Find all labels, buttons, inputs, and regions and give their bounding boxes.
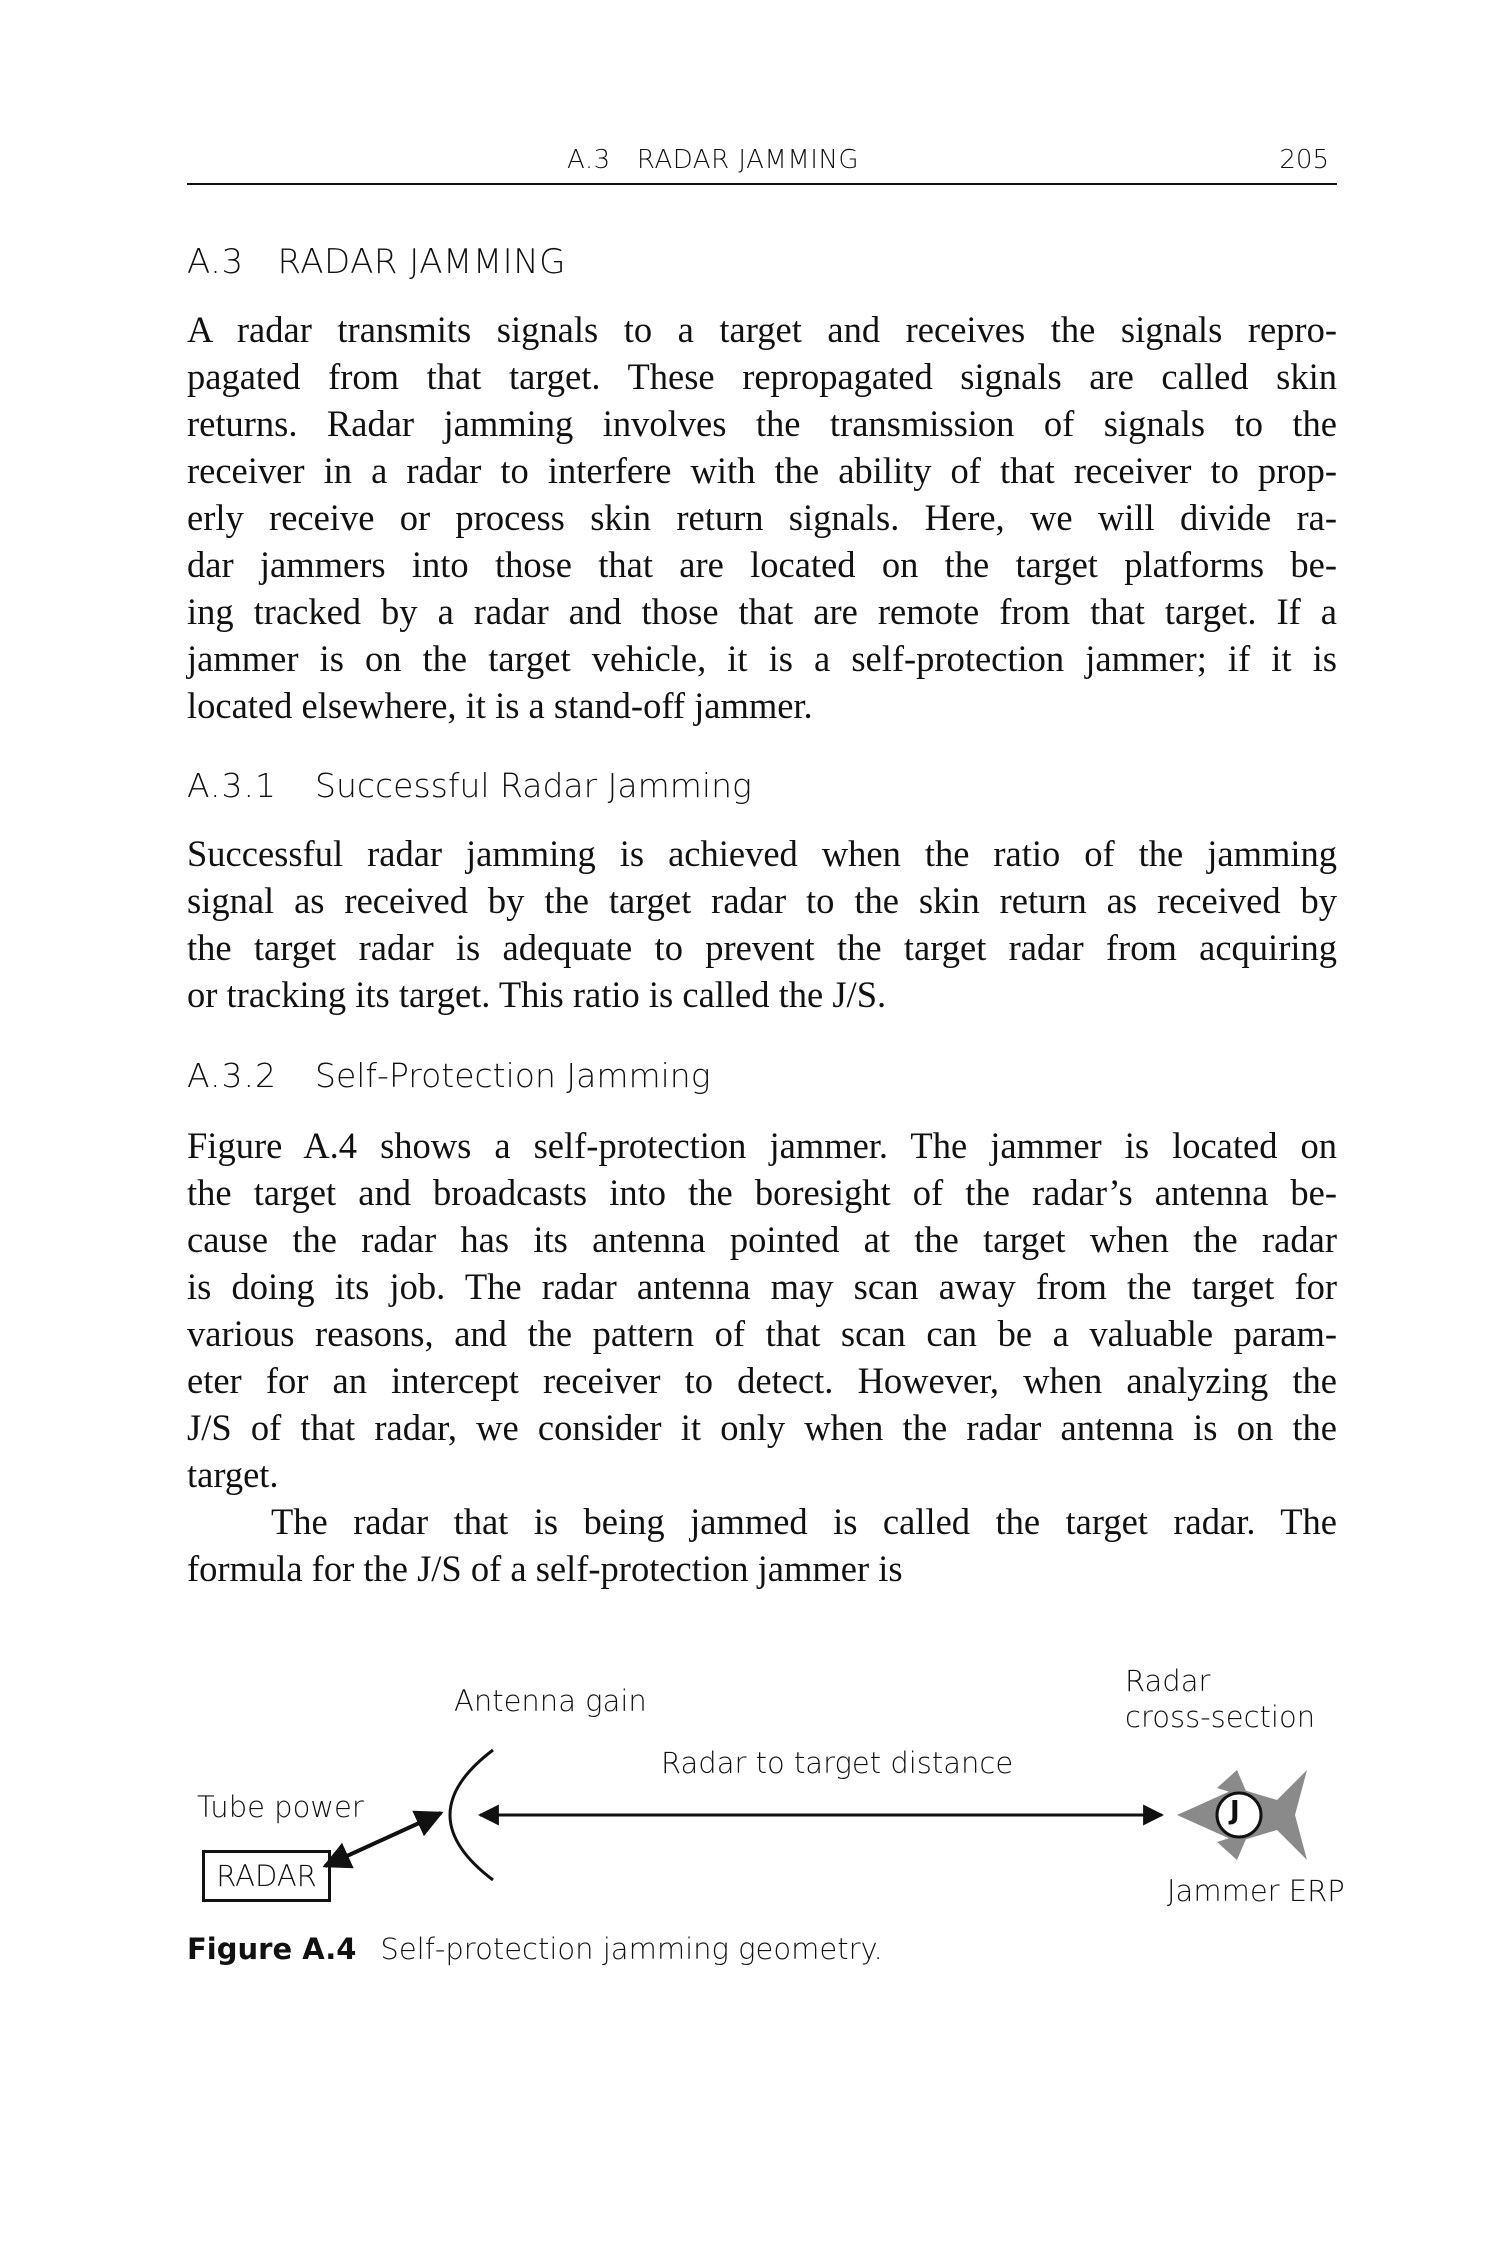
subsection-number: A.3.2 bbox=[187, 1056, 277, 1095]
text-line: is doing its job. The radar antenna may scan away from the target for bbox=[187, 1266, 1337, 1307]
figure-a4 bbox=[187, 1664, 1345, 1930]
subsection-title: Successful Radar Jamming bbox=[315, 766, 752, 805]
figure-caption bbox=[187, 1932, 883, 1966]
text-line: Figure A.4 shows a self-protection jammer. The jammer is located on bbox=[187, 1125, 1337, 1166]
text-line: J/S of that radar, we consider it only when the radar antenna is on the bbox=[187, 1407, 1337, 1448]
text-line: dar jammers into those that are located on the target platforms be- bbox=[187, 544, 1337, 585]
text-line: A radar transmits signals to a target and receives the signals repro- bbox=[187, 309, 1337, 350]
intro-paragraph bbox=[187, 306, 1337, 729]
page-number: 205 bbox=[1279, 145, 1329, 175]
subsection-title: Self-Protection Jamming bbox=[315, 1056, 711, 1095]
antenna-gain-label: Antenna gain bbox=[454, 1684, 647, 1718]
text-line: Successful radar jamming is achieved when the ratio of the jamming bbox=[187, 833, 1337, 874]
text-line: The radar that is being jammed is called the target radar. The bbox=[271, 1501, 1337, 1542]
text-line: returns. Radar jamming involves the transmission of signals to the bbox=[187, 403, 1337, 444]
text-line: receiver in a radar to interfere with the ability of that receiver to prop- bbox=[187, 450, 1337, 491]
radar-cross-section-label-2: cross-section bbox=[1125, 1700, 1316, 1734]
radar-cross-section-label-1: Radar bbox=[1125, 1664, 1211, 1698]
caption-text: Self-protection jamming geometry. bbox=[380, 1932, 883, 1966]
tube-power-label: Tube power bbox=[197, 1790, 364, 1824]
section-heading: A.3 RADAR JAMMING bbox=[187, 242, 566, 282]
jammer-symbol: J bbox=[1230, 1796, 1240, 1826]
text-line: jammer is on the target vehicle, it is a self-protection jammer; if it is bbox=[187, 638, 1337, 679]
subsection-number: A.3.1 bbox=[187, 766, 277, 805]
subsection-2-paragraph bbox=[187, 1122, 1337, 1592]
text-line: pagated from that target. These repropagated signals are called skin bbox=[187, 356, 1337, 397]
distance-label: Radar to target distance bbox=[661, 1746, 1014, 1780]
running-head bbox=[187, 143, 1337, 185]
text-line: eter for an intercept receiver to detect. However, when analyzing the bbox=[187, 1360, 1337, 1401]
subsection-heading-1 bbox=[187, 766, 752, 805]
subsection-1-paragraph bbox=[187, 830, 1337, 1018]
text-line: ing tracked by a radar and those that are remote from that target. If a bbox=[187, 591, 1337, 632]
text-line: the target and broadcasts into the boresight of the radar’s antenna be- bbox=[187, 1172, 1337, 1213]
text-line: various reasons, and the pattern of that scan can be a valuable param- bbox=[187, 1313, 1337, 1354]
text-line: the target radar is adequate to prevent the target radar from acquiring bbox=[187, 927, 1337, 968]
text-line: or tracking its target. This ratio is called the J/S. bbox=[187, 974, 887, 1015]
running-title: A.3 RADAR JAMMING bbox=[567, 145, 860, 175]
caption-label: Figure A.4 bbox=[187, 1932, 357, 1966]
text-line: located elsewhere, it is a stand-off jammer. bbox=[187, 685, 813, 726]
target-aircraft-icon bbox=[1177, 1770, 1307, 1860]
text-line: target. bbox=[187, 1454, 279, 1495]
text-line: formula for the J/S of a self-protection jammer is bbox=[187, 1548, 903, 1589]
subsection-heading-2 bbox=[187, 1056, 711, 1095]
text-line: signal as received by the target radar to the skin return as received by bbox=[187, 880, 1337, 921]
text-line: erly receive or process skin return signals. Here, we will divide ra- bbox=[187, 497, 1337, 538]
text-line: cause the radar has its antenna pointed at the target when the radar bbox=[187, 1219, 1337, 1260]
radar-box: RADAR bbox=[202, 1850, 331, 1902]
jammer-erp-label: Jammer ERP bbox=[1167, 1874, 1345, 1908]
